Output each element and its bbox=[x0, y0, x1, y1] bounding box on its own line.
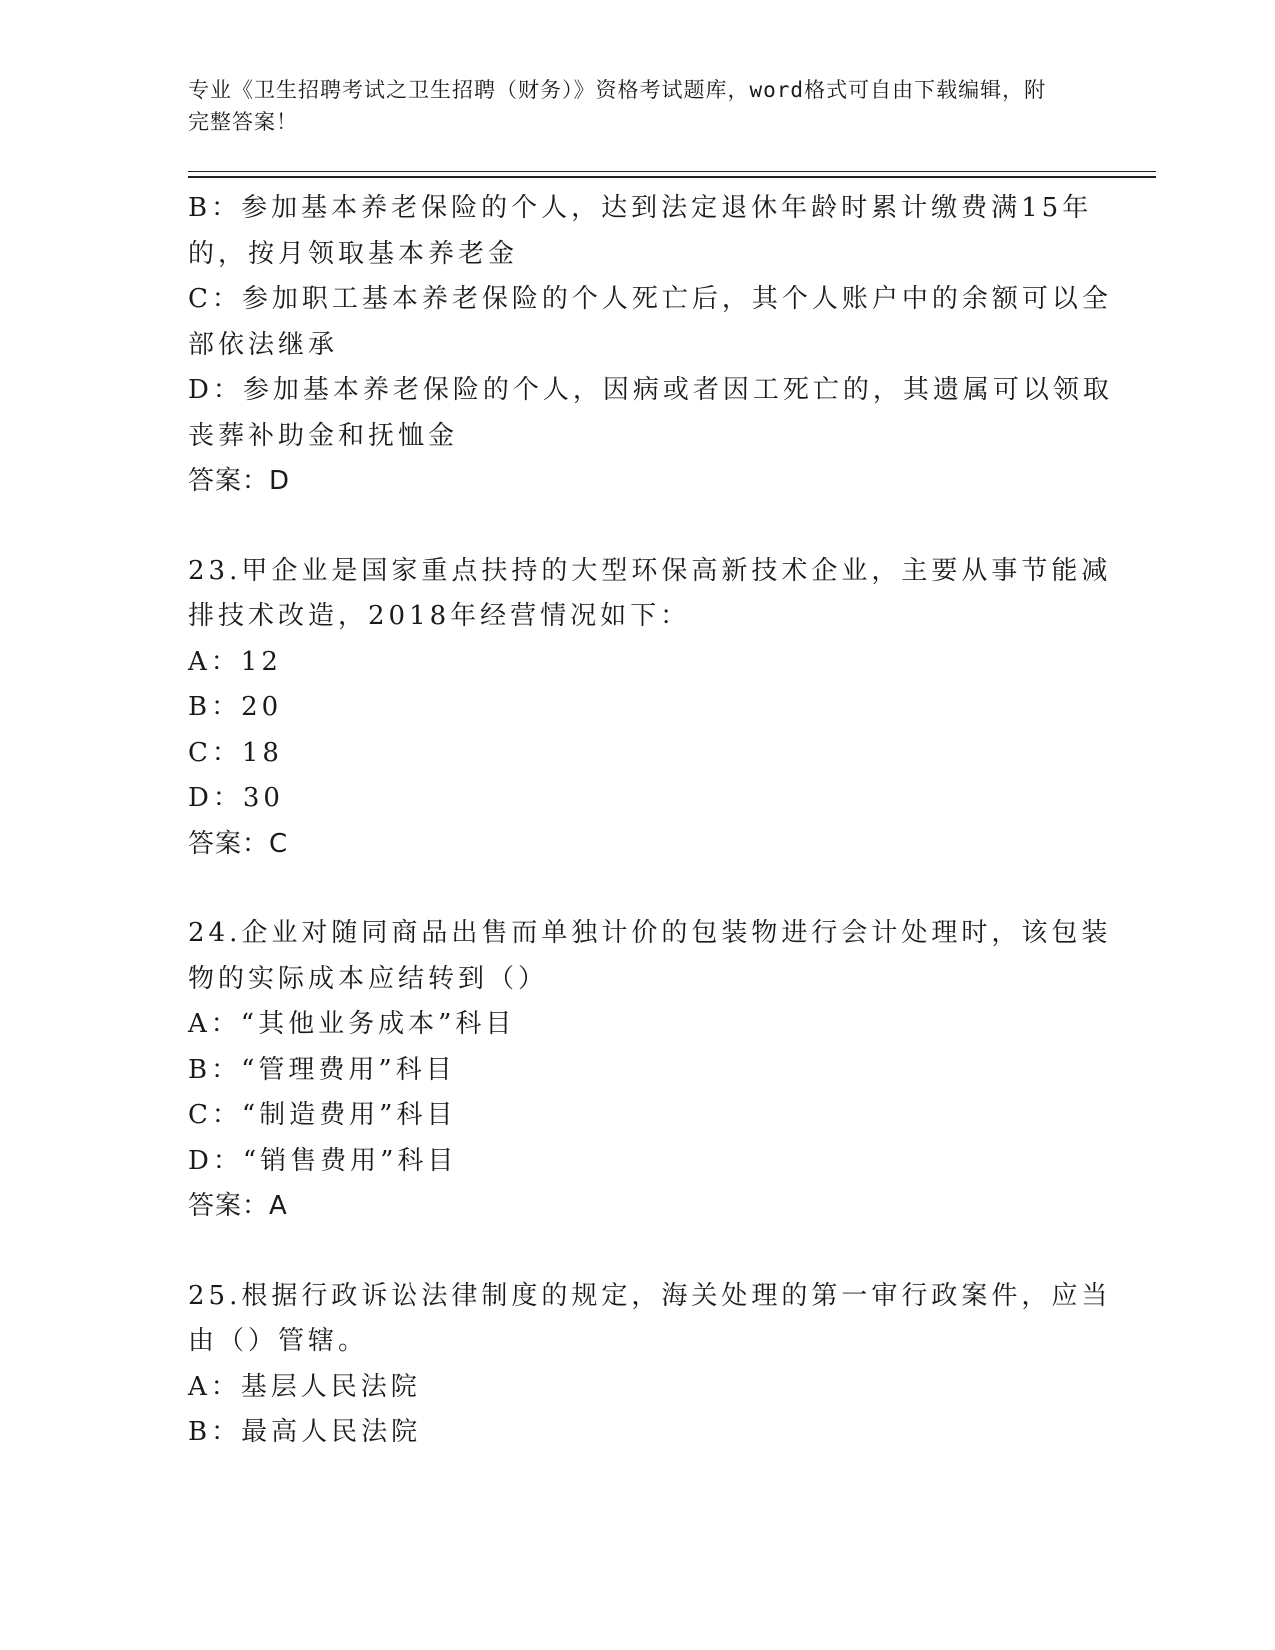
option-line: B：参加基本养老保险的个人，达到法定退休年龄时累计缴费满15年 bbox=[188, 193, 1093, 223]
previous-question bbox=[188, 186, 1113, 505]
answer-label: 答案：D bbox=[188, 466, 291, 496]
option-d: D：“销售费用”科目 bbox=[188, 1145, 458, 1176]
option-line: 部依法继承 bbox=[188, 329, 339, 360]
option-line: 丧葬补助金和抚恤金 bbox=[188, 420, 459, 451]
option-d: D：30 bbox=[188, 783, 284, 813]
question-content bbox=[188, 186, 1113, 1456]
header-rule-thick bbox=[188, 176, 1156, 178]
question-stem: 由（）管辖。 bbox=[188, 1326, 369, 1356]
question-23 bbox=[188, 549, 1112, 868]
option-b: B：最高人民法院 bbox=[188, 1417, 422, 1447]
answer-label: 答案：A bbox=[188, 1191, 288, 1221]
question-stem: 排技术改造，2018年经营情况如下： bbox=[188, 601, 691, 631]
header-rule-thin bbox=[188, 171, 1156, 172]
option-c: C：“制造费用”科目 bbox=[188, 1100, 457, 1130]
question-stem: 物的实际成本应结转到（） bbox=[188, 963, 549, 994]
question-stem: 23.甲企业是国家重点扶持的大型环保高新技术企业，主要从事节能减 bbox=[188, 555, 1112, 586]
option-a: A：“其他业务成本”科目 bbox=[188, 1009, 516, 1039]
option-c: C：18 bbox=[188, 737, 283, 768]
option-line: C：参加职工基本养老保险的个人死亡后，其个人账户中的余额可以全 bbox=[188, 284, 1112, 314]
answer-label: 答案：C bbox=[188, 828, 289, 859]
question-24 bbox=[188, 911, 1112, 1230]
document-header: 专业《卫生招聘考试之卫生招聘（财务）》资格考试题库，word格式可自由下载编辑，附完整答案！ bbox=[188, 78, 1047, 134]
option-b bbox=[188, 186, 1093, 277]
option-a: A：12 bbox=[188, 646, 282, 677]
option-b: B：20 bbox=[188, 692, 283, 722]
option-c bbox=[188, 277, 1112, 368]
option-b: B：“管理费用”科目 bbox=[188, 1054, 456, 1085]
option-d bbox=[188, 368, 1113, 459]
question-stem: 24.企业对随同商品出售而单独计价的包装物进行会计处理时，该包装 bbox=[188, 918, 1112, 948]
question-25 bbox=[188, 1274, 1112, 1456]
option-line: D：参加基本养老保险的个人，因病或者因工死亡的，其遗属可以领取 bbox=[188, 375, 1113, 405]
option-line: 的，按月领取基本养老金 bbox=[188, 238, 519, 269]
question-stem: 25.根据行政诉讼法律制度的规定，海关处理的第一审行政案件，应当 bbox=[188, 1280, 1112, 1311]
option-a: A：基层人民法院 bbox=[188, 1371, 421, 1402]
